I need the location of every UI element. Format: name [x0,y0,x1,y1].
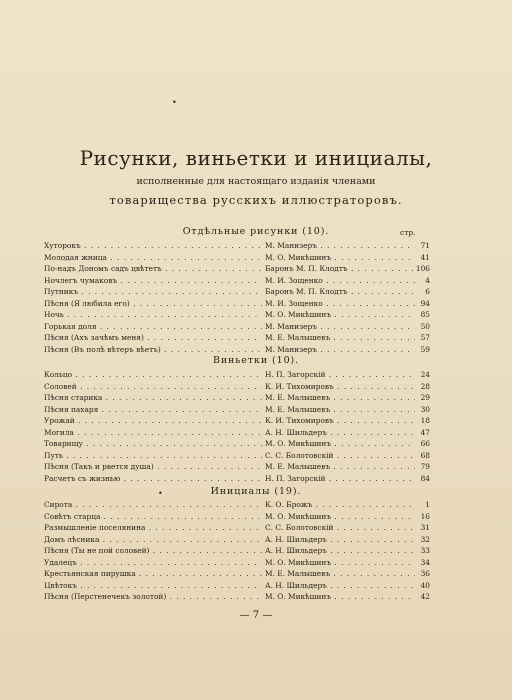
item-page: 18 [420,416,430,425]
item-page: 59 [420,344,430,354]
item-author: М. Е. Малышевъ . . . [265,461,415,473]
item-author: А. Н. Шильдеръ . . . [265,427,415,439]
item-title: Пѣсня (Ты не пой соловей) . . . [44,545,262,557]
item-author: А. Н. Шильдеръ . . . [265,534,415,546]
list-item [44,298,430,310]
item-title: Пѣсня старика . . . [44,392,262,404]
item-author: А. Н. Шильдеръ . . . [265,580,415,592]
item-title: Пѣсня (Въ полѣ вѣтеръ вѣетъ) . . . [44,344,262,356]
list-item [44,309,430,321]
ornament-dot: • [172,98,177,107]
list-item [44,522,430,534]
item-page: 4 [425,275,430,285]
item-author: М. Манизеръ . . . [265,344,415,356]
item-page: 29 [420,393,430,402]
item-author: М. Манизеръ . . . [265,321,415,333]
page-title: Рисунки, виньетки и инициалы, [79,146,433,170]
item-title: Могила . . . [44,427,262,439]
list-item [44,438,430,450]
list-item [44,344,430,356]
item-author: М. О. Микѣшинъ . . . [265,252,415,264]
item-author: М. Манизеръ . . . [265,240,415,252]
list-item [44,369,430,381]
list-item [44,286,430,298]
item-title: Ночлегъ чумаковъ . . . [44,275,262,287]
item-title: Путь . . . [44,450,262,462]
item-page: 41 [420,252,430,262]
page-subtitle-society: товарищества русскихъ иллюстраторовъ. [109,193,403,207]
list-item [44,381,430,393]
item-author: М. О. Микѣшинъ . . . [265,557,415,569]
item-author: Баронъ М. П. Клодтъ . . . [265,263,415,275]
item-page: 85 [420,310,430,319]
item-author: М. И. Зощенко . . . [265,275,415,287]
item-page: 31 [420,523,430,532]
item-page: 1 [425,500,430,509]
item-page: 106 [415,264,430,273]
list-item [44,545,430,557]
list-item [44,557,430,569]
item-page: 16 [420,511,430,521]
item-title: По-надъ Дономъ садъ цвѣтетъ . . . [44,263,262,275]
item-author: М. О. Микѣшинъ . . . [265,511,415,523]
item-title: Расчетъ съ жизнью . . . [44,473,262,485]
item-author: Н. П. Загорскій . . . [265,473,415,485]
page-subtitle: исполненные для настоящаго изданія членами [136,176,376,187]
item-author: С. С. Болотовскій . . . [265,450,415,462]
item-title: Цвѣтокъ . . . [44,580,262,592]
ornament-bullet: • [158,489,163,498]
list-item [44,591,430,603]
item-title: Пѣсня (Ахъ зачѣмъ меня) . . . [44,332,262,344]
item-page: 6 [425,287,430,296]
item-author: М. Е. Малышевъ . . . [265,404,415,416]
list-item [44,392,430,404]
item-title: Пѣсня (Я любила его) . . . [44,298,262,310]
item-author: Баронъ М. П. Клодтъ . . . [265,286,415,298]
item-page: 36 [420,569,430,578]
list-item [44,580,430,592]
item-author: К. И. Тихомировъ . . . [265,415,415,427]
item-page: 28 [420,381,430,391]
item-title: Размышленіе поселянина . . . [44,522,262,534]
item-page: 33 [420,546,430,555]
list-item [44,275,430,287]
item-title: Пѣсня (Такъ и рвется душа) . . . [44,461,262,473]
item-page: 32 [420,534,430,544]
list-item [44,450,430,462]
item-page: 47 [420,427,430,437]
item-page: 84 [420,473,430,483]
item-title: Путникъ . . . [44,286,262,298]
item-page: 40 [420,580,430,590]
item-title: Пѣсня (Перстенечекъ золотой) . . . [44,591,262,603]
item-title: Товарищу . . . [44,438,262,450]
item-author: К. И. Тихомировъ . . . [265,381,415,393]
list-item [44,534,430,546]
item-title: Хуторокъ . . . [44,240,262,252]
item-author: М. Е. Малышевъ . . . [265,392,415,404]
section-heading-vignettes: Виньетки (10). [212,355,300,366]
item-author: М. О. Микѣшинъ . . . [265,309,415,321]
item-page: 30 [420,404,430,414]
item-author: М. И. Зощенко . . . [265,298,415,310]
list-item [44,240,430,252]
item-author: А. Н. Шильдеръ . . . [265,545,415,557]
item-title: Совѣтъ старца . . . [44,511,262,523]
item-page: 50 [420,321,430,331]
item-author: М. О. Микѣшинъ . . . [265,438,415,450]
list-item [44,321,430,333]
page-column-label: стр. [400,228,416,237]
section-list-initials [44,499,430,603]
page-number: — 7 — [239,610,273,621]
item-page: 34 [420,557,430,567]
item-title: Ночь . . . [44,309,262,321]
item-page: 57 [420,333,430,342]
list-item [44,499,430,511]
item-author: М. О. Микѣшинъ . . . [265,591,415,603]
item-title: Пѣсня пахаря . . . [44,404,262,416]
list-item [44,263,430,275]
list-item [44,404,430,416]
item-page: 42 [420,592,430,601]
item-page: 79 [420,462,430,471]
item-author: К. О. Брожъ . . . [265,499,415,511]
list-item [44,473,430,485]
list-item [44,332,430,344]
item-title: Домъ лѣсника . . . [44,534,262,546]
item-title: Молодая жница . . . [44,252,262,264]
item-title: Удалецъ . . . [44,557,262,569]
item-title: Соловей . . . [44,381,262,393]
list-item [44,252,430,264]
item-title: Сирота . . . [44,499,262,511]
item-page: 94 [420,298,430,308]
list-item [44,427,430,439]
section-list-drawings [44,240,430,355]
section-heading-initials: Инициалы (19). [210,486,302,497]
item-page: 66 [420,439,430,448]
item-title: Урожай . . . [44,415,262,427]
item-page: 71 [420,241,430,250]
item-title: Крестьянская пирушка . . . [44,568,262,580]
item-title: Горькая доля . . . [44,321,262,333]
list-item [44,415,430,427]
list-item [44,511,430,523]
item-author: Н. П. Загорскій . . . [265,369,415,381]
item-title: Кольцо . . . [44,369,262,381]
list-item [44,568,430,580]
list-item [44,461,430,473]
item-author: М. Е. Малышевъ . . . [265,568,415,580]
section-list-vignettes [44,369,430,484]
section-heading-drawings: Отдѣльные рисунки (10). [182,226,330,237]
item-author: С. С. Болотовскій . . . [265,522,415,534]
item-page: 68 [420,450,430,460]
item-page: 24 [420,370,430,379]
item-author: М. Е. Малышевъ . . . [265,332,415,344]
